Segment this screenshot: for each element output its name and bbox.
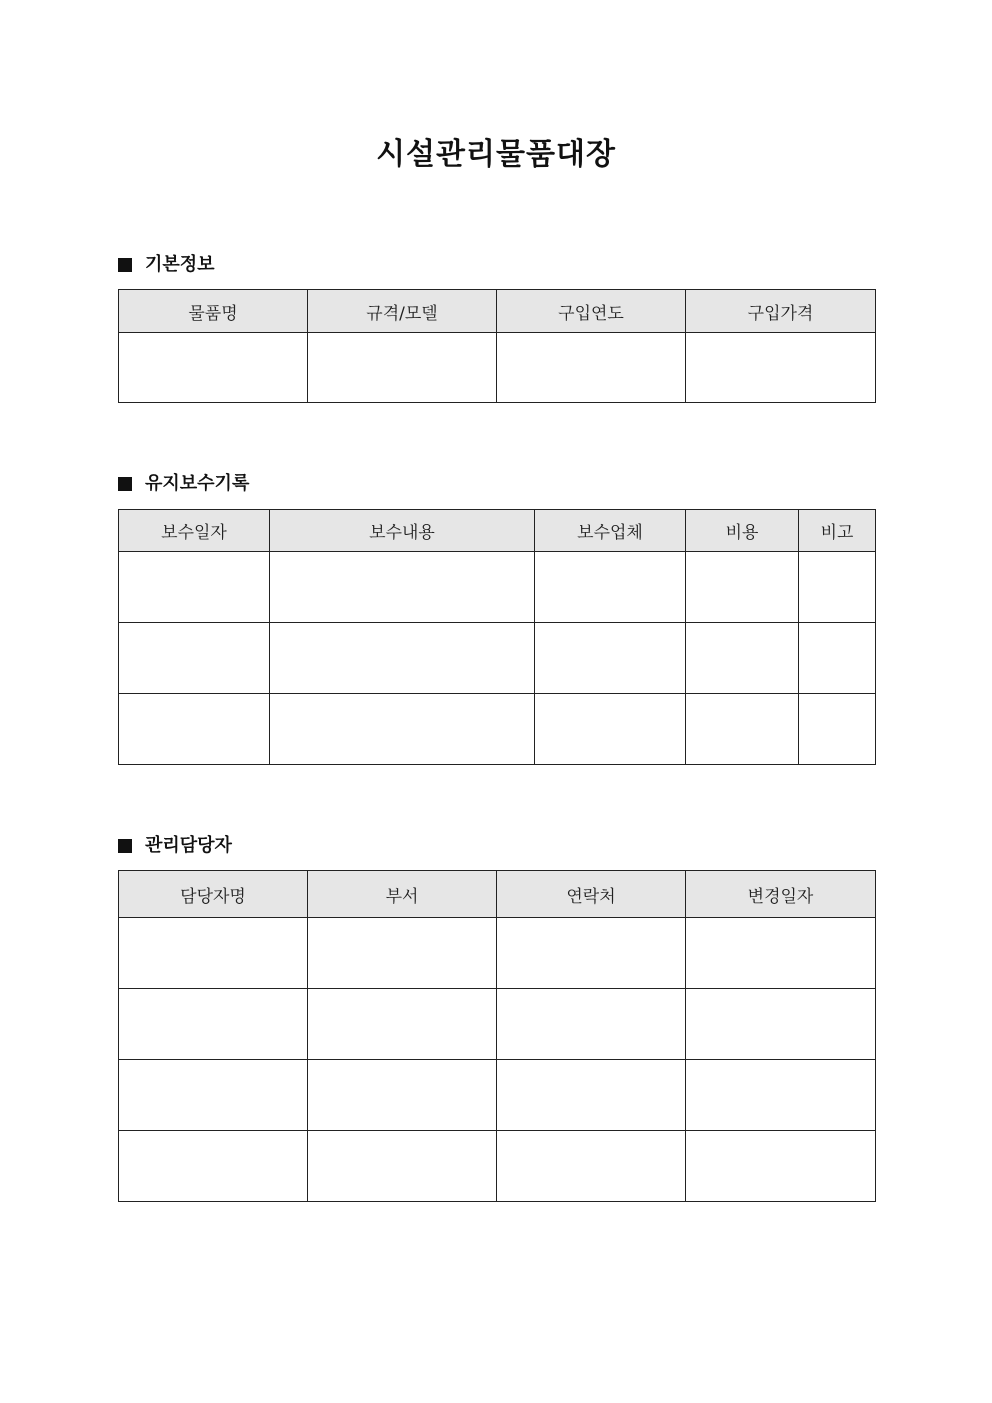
table-cell[interactable] — [270, 623, 535, 694]
section-heading-basic — [118, 253, 215, 277]
table-cell[interactable] — [799, 623, 876, 694]
table-cell[interactable] — [270, 552, 535, 623]
table-cell[interactable] — [799, 552, 876, 623]
table-cell[interactable] — [686, 694, 799, 765]
table-row — [119, 918, 876, 989]
table-cell[interactable] — [497, 333, 686, 403]
column-header: 담당자명 — [119, 871, 308, 918]
table-cell[interactable] — [686, 552, 799, 623]
table-row — [119, 694, 876, 765]
table-cell[interactable] — [308, 989, 497, 1060]
table-cell[interactable] — [686, 623, 799, 694]
table-header-row — [119, 290, 876, 333]
table-cell[interactable] — [497, 1131, 686, 1202]
table-cell[interactable] — [535, 552, 686, 623]
table-cell[interactable] — [119, 552, 270, 623]
column-header: 부서 — [308, 871, 497, 918]
column-header: 비용 — [686, 510, 799, 552]
table-cell[interactable] — [497, 918, 686, 989]
table-row — [119, 623, 876, 694]
basic-info-table — [118, 289, 876, 403]
section-heading-basic-label: 기본정보 — [145, 254, 215, 275]
table-row — [119, 989, 876, 1060]
table-cell[interactable] — [308, 1131, 497, 1202]
table-cell[interactable] — [119, 623, 270, 694]
managers-table — [118, 870, 876, 1202]
document-title: 시설관리물품대장 — [376, 137, 616, 172]
table-row — [119, 333, 876, 403]
table-cell[interactable] — [119, 1060, 308, 1131]
column-header: 보수내용 — [270, 510, 535, 552]
column-header: 연락처 — [497, 871, 686, 918]
column-header: 비고 — [799, 510, 876, 552]
section-heading-maintenance — [118, 472, 249, 496]
column-header: 보수일자 — [119, 510, 270, 552]
square-bullet-icon — [118, 258, 132, 272]
table-header-row — [119, 871, 876, 918]
column-header: 물품명 — [119, 290, 308, 333]
table-cell[interactable] — [535, 623, 686, 694]
table-cell[interactable] — [308, 918, 497, 989]
table-cell[interactable] — [686, 1060, 876, 1131]
table-cell[interactable] — [799, 694, 876, 765]
table-cell[interactable] — [686, 918, 876, 989]
table-row — [119, 1131, 876, 1202]
square-bullet-icon — [118, 839, 132, 853]
table-cell[interactable] — [686, 333, 876, 403]
column-header: 구입연도 — [497, 290, 686, 333]
column-header: 구입가격 — [686, 290, 876, 333]
square-bullet-icon — [118, 477, 132, 491]
table-cell[interactable] — [686, 989, 876, 1060]
column-header: 변경일자 — [686, 871, 876, 918]
table-row — [119, 1060, 876, 1131]
table-cell[interactable] — [119, 1131, 308, 1202]
table-cell[interactable] — [119, 989, 308, 1060]
table-cell[interactable] — [497, 989, 686, 1060]
table-cell[interactable] — [308, 1060, 497, 1131]
section-heading-managers-label: 관리담당자 — [145, 835, 232, 856]
table-cell[interactable] — [270, 694, 535, 765]
table-header-row — [119, 510, 876, 552]
table-cell[interactable] — [119, 918, 308, 989]
section-heading-maintenance-label: 유지보수기록 — [145, 473, 250, 494]
column-header: 규격/모델 — [308, 290, 497, 333]
table-cell[interactable] — [686, 1131, 876, 1202]
maintenance-record-table — [118, 509, 876, 765]
column-header: 보수업체 — [535, 510, 686, 552]
table-cell[interactable] — [308, 333, 497, 403]
table-cell[interactable] — [119, 333, 308, 403]
table-cell[interactable] — [119, 694, 270, 765]
section-heading-managers — [118, 834, 232, 858]
table-cell[interactable] — [497, 1060, 686, 1131]
table-row — [119, 552, 876, 623]
table-cell[interactable] — [535, 694, 686, 765]
